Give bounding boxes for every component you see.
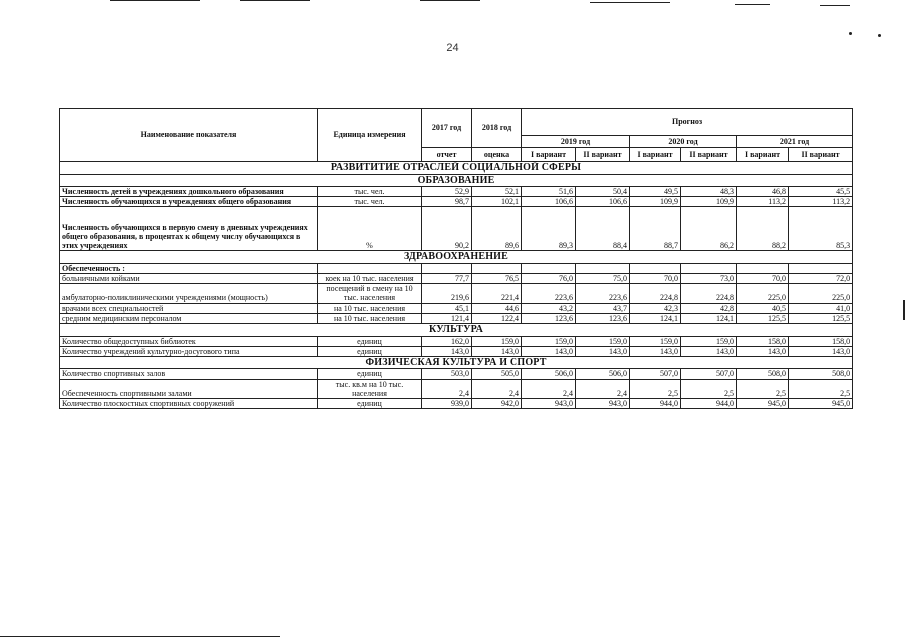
row-value: 124,1 bbox=[630, 313, 681, 323]
header-report: отчет bbox=[422, 148, 472, 162]
row-value: 506,0 bbox=[522, 369, 576, 379]
row-name: Количество плоскостных спортивных сооружений bbox=[60, 398, 318, 408]
row-value: 70,0 bbox=[737, 274, 789, 284]
scan-line-bottom bbox=[0, 636, 280, 637]
row-value: 75,0 bbox=[576, 274, 630, 284]
row-value: 49,5 bbox=[630, 187, 681, 197]
row-value: 45,5 bbox=[789, 187, 853, 197]
row-value: 945,0 bbox=[789, 398, 853, 408]
scan-line-top-3 bbox=[420, 0, 480, 1]
row-value: 2,5 bbox=[681, 379, 737, 398]
row-value: 2,4 bbox=[472, 379, 522, 398]
row-value: 106,6 bbox=[576, 197, 630, 207]
table-row bbox=[60, 303, 853, 313]
row-value: 109,9 bbox=[681, 197, 737, 207]
row-value: 143,0 bbox=[472, 346, 522, 356]
row-name: Количество учреждений культурно-досугового типа bbox=[60, 346, 318, 356]
row-value: 109,9 bbox=[630, 197, 681, 207]
row-unit: посещений в смену на 10 тыс. населения bbox=[318, 284, 422, 303]
row-name: Обеспеченность : bbox=[60, 263, 318, 273]
row-value: 122,4 bbox=[472, 313, 522, 323]
scan-line-top-4 bbox=[590, 2, 670, 3]
row-value: 124,1 bbox=[681, 313, 737, 323]
section-title: ЗДРАВООХРАНЕНИЕ bbox=[60, 251, 853, 264]
forecast-table bbox=[59, 108, 853, 409]
table-row bbox=[60, 207, 853, 251]
row-name: Количество общедоступных библиотек bbox=[60, 336, 318, 346]
row-value: 41,0 bbox=[789, 303, 853, 313]
row-unit: единиц bbox=[318, 398, 422, 408]
row-value: 70,0 bbox=[630, 274, 681, 284]
row-unit: тыс. чел. bbox=[318, 187, 422, 197]
row-value: 43,7 bbox=[576, 303, 630, 313]
row-value: 943,0 bbox=[522, 398, 576, 408]
row-value: 143,0 bbox=[522, 346, 576, 356]
row-value: 219,6 bbox=[422, 284, 472, 303]
row-value: 89,3 bbox=[522, 207, 576, 251]
row-value: 2,5 bbox=[737, 379, 789, 398]
row-value: 158,0 bbox=[737, 336, 789, 346]
row-value: 159,0 bbox=[681, 336, 737, 346]
table-row bbox=[60, 313, 853, 323]
row-value bbox=[522, 263, 576, 273]
header-2020-v1: I вариант bbox=[630, 148, 681, 162]
row-name: Обеспеченность спортивными залами bbox=[60, 379, 318, 398]
row-value: 125,5 bbox=[789, 313, 853, 323]
row-value: 2,5 bbox=[630, 379, 681, 398]
row-value: 2,4 bbox=[422, 379, 472, 398]
row-value: 46,8 bbox=[737, 187, 789, 197]
row-unit: единиц bbox=[318, 346, 422, 356]
row-value: 106,6 bbox=[522, 197, 576, 207]
table-row bbox=[60, 379, 853, 398]
row-value bbox=[576, 263, 630, 273]
row-value: 507,0 bbox=[681, 369, 737, 379]
row-value: 162,0 bbox=[422, 336, 472, 346]
header-2019: 2019 год bbox=[522, 136, 630, 148]
row-name: врачами всех специальностей bbox=[60, 303, 318, 313]
scan-dot-2 bbox=[878, 34, 881, 37]
table-body bbox=[60, 162, 853, 409]
row-name: средним медицинским персоналом bbox=[60, 313, 318, 323]
row-value: 503,0 bbox=[422, 369, 472, 379]
section-title: ОБРАЗОВАНИЕ bbox=[60, 174, 853, 187]
table-row bbox=[60, 336, 853, 346]
row-value: 88,4 bbox=[576, 207, 630, 251]
row-value: 77,7 bbox=[422, 274, 472, 284]
row-name: амбулаторно-поликлиническими учреждениями (мощность) bbox=[60, 284, 318, 303]
row-unit bbox=[318, 263, 422, 273]
scan-line-top-2 bbox=[240, 0, 310, 1]
header-name: Наименование показателя bbox=[60, 109, 318, 162]
row-unit: единиц bbox=[318, 369, 422, 379]
table-row bbox=[60, 284, 853, 303]
header-2020: 2020 год bbox=[630, 136, 737, 148]
row-value bbox=[681, 263, 737, 273]
header-2020-v2: II вариант bbox=[681, 148, 737, 162]
row-unit: тыс. чел. bbox=[318, 197, 422, 207]
table-row bbox=[60, 346, 853, 356]
row-name: Численность обучающихся в учреждениях общего образования bbox=[60, 197, 318, 207]
row-value: 158,0 bbox=[789, 336, 853, 346]
row-value: 505,0 bbox=[472, 369, 522, 379]
table-title: РАЗВИТИТИЕ ОТРАСЛЕЙ СОЦИАЛЬНОЙ СФЕРЫ bbox=[60, 162, 853, 175]
table-row bbox=[60, 398, 853, 408]
row-value: 88,2 bbox=[737, 207, 789, 251]
section-title: ФИЗИЧЕСКАЯ КУЛЬТУРА И СПОРТ bbox=[60, 356, 853, 369]
row-value: 225,0 bbox=[737, 284, 789, 303]
row-value: 72,0 bbox=[789, 274, 853, 284]
row-value: 2,4 bbox=[576, 379, 630, 398]
header-unit: Единица измерения bbox=[318, 109, 422, 162]
table-row bbox=[60, 369, 853, 379]
row-value: 143,0 bbox=[576, 346, 630, 356]
row-unit: на 10 тыс. населения bbox=[318, 313, 422, 323]
row-value: 159,0 bbox=[630, 336, 681, 346]
row-value: 42,8 bbox=[681, 303, 737, 313]
row-value: 113,2 bbox=[789, 197, 853, 207]
header-2019-v2: II вариант bbox=[576, 148, 630, 162]
row-value: 943,0 bbox=[576, 398, 630, 408]
row-value: 944,0 bbox=[681, 398, 737, 408]
row-value: 945,0 bbox=[737, 398, 789, 408]
row-value: 73,0 bbox=[681, 274, 737, 284]
table-header bbox=[60, 109, 853, 162]
row-unit: на 10 тыс. населения bbox=[318, 303, 422, 313]
row-value: 221,4 bbox=[472, 284, 522, 303]
row-value bbox=[472, 263, 522, 273]
row-value: 50,4 bbox=[576, 187, 630, 197]
row-value: 51,6 bbox=[522, 187, 576, 197]
row-value: 98,7 bbox=[422, 197, 472, 207]
header-2021: 2021 год bbox=[737, 136, 853, 148]
row-value: 159,0 bbox=[472, 336, 522, 346]
row-value: 86,2 bbox=[681, 207, 737, 251]
row-unit: тыс. кв.м на 10 тыс. населения bbox=[318, 379, 422, 398]
row-value: 944,0 bbox=[630, 398, 681, 408]
row-value: 143,0 bbox=[422, 346, 472, 356]
row-value: 2,5 bbox=[789, 379, 853, 398]
header-2021-v1: I вариант bbox=[737, 148, 789, 162]
scan-line-top-5 bbox=[735, 4, 770, 5]
row-value: 223,6 bbox=[522, 284, 576, 303]
row-value: 90,2 bbox=[422, 207, 472, 251]
row-value: 2,4 bbox=[522, 379, 576, 398]
row-value: 42,3 bbox=[630, 303, 681, 313]
table-row bbox=[60, 187, 853, 197]
row-value: 45,1 bbox=[422, 303, 472, 313]
row-value: 507,0 bbox=[630, 369, 681, 379]
row-value: 123,6 bbox=[522, 313, 576, 323]
row-value: 121,4 bbox=[422, 313, 472, 323]
row-value: 159,0 bbox=[522, 336, 576, 346]
row-value: 143,0 bbox=[630, 346, 681, 356]
page-number: 24 bbox=[446, 42, 459, 54]
header-estimate: оценка bbox=[472, 148, 522, 162]
row-value: 942,0 bbox=[472, 398, 522, 408]
row-value: 76,0 bbox=[522, 274, 576, 284]
header-forecast: Прогноз bbox=[522, 109, 853, 136]
row-value: 48,3 bbox=[681, 187, 737, 197]
row-value: 506,0 bbox=[576, 369, 630, 379]
table-row bbox=[60, 197, 853, 207]
row-value: 224,8 bbox=[681, 284, 737, 303]
header-2018: 2018 год bbox=[472, 109, 522, 148]
row-value: 159,0 bbox=[576, 336, 630, 346]
header-2017: 2017 год bbox=[422, 109, 472, 148]
scan-line-top-6 bbox=[820, 5, 850, 6]
section-title: КУЛЬТУРА bbox=[60, 324, 853, 337]
row-value: 52,1 bbox=[472, 187, 522, 197]
row-value: 123,6 bbox=[576, 313, 630, 323]
row-value: 89,6 bbox=[472, 207, 522, 251]
row-unit: коек на 10 тыс. населения bbox=[318, 274, 422, 284]
row-name: Количество спортивных залов bbox=[60, 369, 318, 379]
row-value: 939,0 bbox=[422, 398, 472, 408]
scan-dot-1 bbox=[849, 32, 852, 35]
row-value: 102,1 bbox=[472, 197, 522, 207]
row-value: 143,0 bbox=[789, 346, 853, 356]
row-value: 143,0 bbox=[681, 346, 737, 356]
row-value: 508,0 bbox=[737, 369, 789, 379]
row-value: 223,6 bbox=[576, 284, 630, 303]
row-value: 125,5 bbox=[737, 313, 789, 323]
row-value bbox=[737, 263, 789, 273]
row-value bbox=[422, 263, 472, 273]
row-value bbox=[789, 263, 853, 273]
row-value: 113,2 bbox=[737, 197, 789, 207]
row-value: 225,0 bbox=[789, 284, 853, 303]
row-name: больничными койками bbox=[60, 274, 318, 284]
header-2021-v2: II вариант bbox=[789, 148, 853, 162]
row-value: 85,3 bbox=[789, 207, 853, 251]
scan-line-top-1 bbox=[110, 0, 200, 1]
row-value: 76,5 bbox=[472, 274, 522, 284]
table-row bbox=[60, 274, 853, 284]
row-name: Численность детей в учреждениях дошкольного образования bbox=[60, 187, 318, 197]
row-value: 40,5 bbox=[737, 303, 789, 313]
row-value: 143,0 bbox=[737, 346, 789, 356]
row-value: 508,0 bbox=[789, 369, 853, 379]
table-row bbox=[60, 263, 853, 273]
row-value: 44,6 bbox=[472, 303, 522, 313]
row-value bbox=[630, 263, 681, 273]
row-value: 88,7 bbox=[630, 207, 681, 251]
row-unit: единиц bbox=[318, 336, 422, 346]
row-value: 43,2 bbox=[522, 303, 576, 313]
row-name: Численность обучающихся в первую смену в дневных учреждениях общего образования, в процентах к общему числу обучающихся в этих учреждениях bbox=[60, 207, 318, 251]
row-value: 52,9 bbox=[422, 187, 472, 197]
row-value: 224,8 bbox=[630, 284, 681, 303]
row-unit: % bbox=[318, 207, 422, 251]
header-2019-v1: I вариант bbox=[522, 148, 576, 162]
